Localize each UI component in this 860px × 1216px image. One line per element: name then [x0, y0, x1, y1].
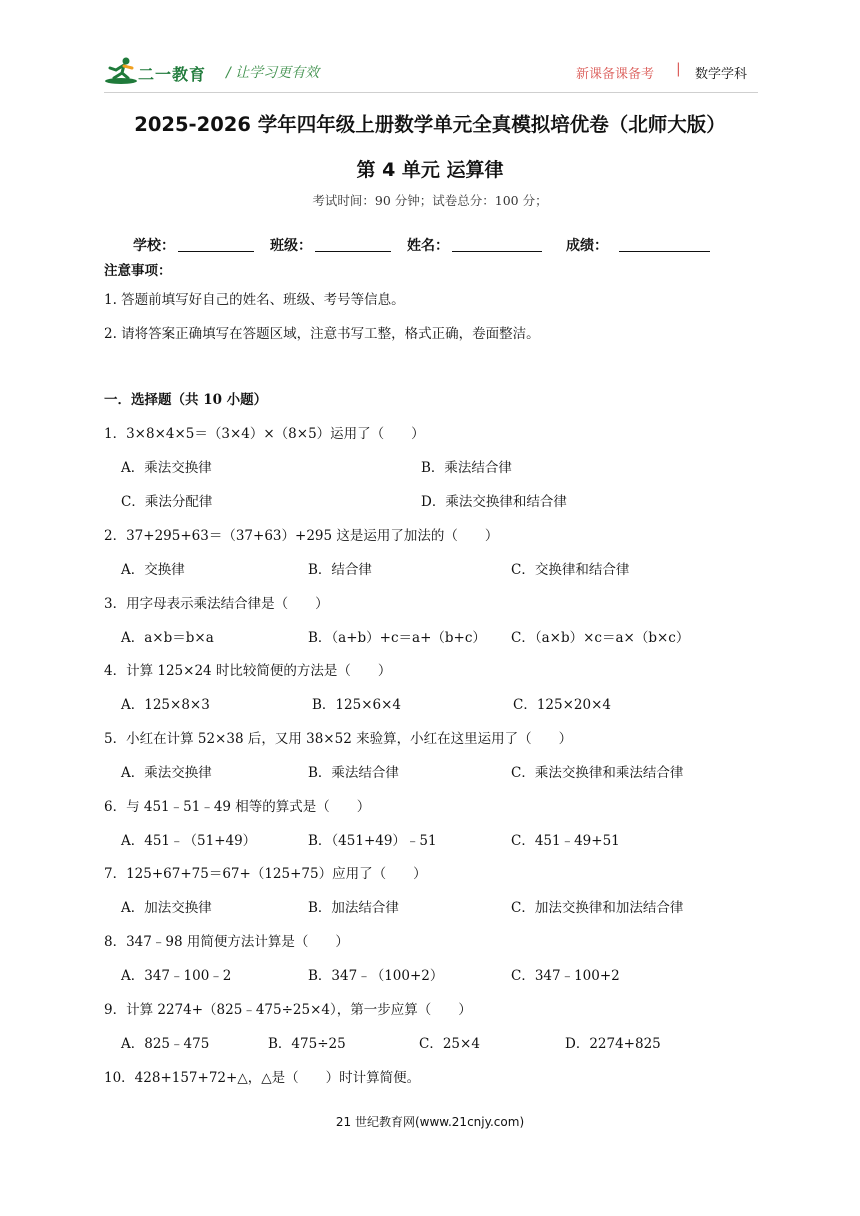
school-blank[interactable]: [178, 251, 254, 252]
header-label: 新课备课备考: [576, 67, 655, 82]
q1-option-d: D．乘法交换律和结合律: [421, 494, 567, 510]
q8-option-c: C．347﹣100+2: [511, 968, 620, 984]
question-6: 6．与 451﹣51﹣49 相等的算式是（ ）: [104, 799, 371, 815]
question-8: 8．347﹣98 用简便方法计算是（ ）: [104, 934, 349, 950]
q3-option-a: A．a×b＝b×a: [121, 630, 214, 646]
school-label: 学校：: [133, 238, 175, 254]
subject-label: 数学学科: [695, 67, 748, 82]
q5-option-c: C．乘法交换律和乘法结合律: [511, 765, 684, 781]
footer: 21 世纪教育网(www.21cnjy.com): [335, 1115, 525, 1129]
q6-option-c: C．451﹣49+51: [511, 833, 620, 849]
q9-option-c: C．25×4: [419, 1036, 480, 1052]
question-3: 3．用字母表示乘法结合律是（ ）: [104, 596, 329, 612]
q1-option-c: C．乘法分配律: [121, 494, 213, 510]
q9-option-a: A．825﹣475: [121, 1036, 210, 1052]
question-9: 9．计算 2274+（825﹣475÷25×4），第一步应算（ ）: [104, 1002, 472, 1018]
section-title: 一．选择题（共 10 小题）: [104, 392, 268, 408]
score-label: 成绩：: [566, 238, 608, 254]
question-2: 2．37+295+63＝（37+63）+295 这是运用了加法的（ ）: [104, 528, 499, 544]
class-label: 班级：: [270, 238, 312, 254]
exam-info: 考试时间：90 分钟；试卷总分：100 分；: [312, 193, 548, 208]
logo-text: 二一教育: [138, 65, 207, 84]
question-10: 10．428+157+72+△，△是（ ）时计算简便。: [104, 1070, 421, 1086]
notice-title: 注意事项：: [104, 263, 172, 279]
q3-option-b: B．（a+b）+c＝a+（b+c）: [308, 630, 486, 646]
q7-option-a: A．加法交换律: [121, 900, 212, 916]
notice-item: 1. 答题前填写好自己的姓名、班级、考号等信息。: [104, 292, 405, 308]
header-separator: |: [676, 61, 681, 77]
q7-option-c: C．加法交换律和加法结合律: [511, 900, 684, 916]
q4-option-a: A．125×8×3: [121, 697, 210, 713]
q6-option-b: B．（451+49）﹣51: [308, 833, 437, 849]
name-blank[interactable]: [452, 251, 542, 252]
page-title: 2025-2026 学年四年级上册数学单元全真模拟培优卷（北师大版）: [134, 113, 726, 136]
question-7: 7．125+67+75＝67+（125+75）应用了（ ）: [104, 866, 427, 882]
q1-option-a: A．乘法交换律: [121, 460, 212, 476]
runner-logo-icon: [104, 56, 138, 86]
q7-option-b: B．加法结合律: [308, 900, 399, 916]
q8-option-b: B．347﹣（100+2）: [308, 968, 444, 984]
q9-option-d: D．2274+825: [565, 1036, 661, 1052]
page-subtitle: 第 4 单元 运算律: [356, 159, 504, 181]
name-label: 姓名：: [407, 238, 449, 254]
header-divider: [104, 92, 758, 93]
question-4: 4．计算 125×24 时比较简便的方法是（ ）: [104, 663, 392, 679]
q2-option-a: A．交换律: [121, 562, 185, 578]
question-1: 1．3×8×4×5＝（3×4）×（8×5）运用了（ ）: [104, 426, 425, 442]
logo: [104, 56, 216, 90]
notice-item: 2. 请将答案正确填写在答题区域，注意书写工整，格式正确，卷面整洁。: [104, 326, 540, 342]
q1-option-b: B．乘法结合律: [421, 460, 512, 476]
q5-option-b: B．乘法结合律: [308, 765, 399, 781]
score-blank[interactable]: [619, 251, 710, 252]
q2-option-c: C．交换律和结合律: [511, 562, 630, 578]
q5-option-a: A．乘法交换律: [121, 765, 212, 781]
q8-option-a: A．347﹣100﹣2: [121, 968, 232, 984]
question-5: 5．小红在计算 52×38 后，又用 38×52 来验算，小红在这里运用了（ ）: [104, 731, 573, 747]
slogan: / 让学习更有效: [226, 65, 320, 81]
q2-option-b: B．结合律: [308, 562, 372, 578]
q4-option-c: C．125×20×4: [513, 697, 611, 713]
class-blank[interactable]: [315, 251, 391, 252]
q3-option-c: C．（a×b）×c＝a×（b×c）: [511, 630, 690, 646]
q9-option-b: B．475÷25: [268, 1036, 346, 1052]
q4-option-b: B．125×6×4: [312, 697, 401, 713]
q6-option-a: A．451﹣（51+49）: [121, 833, 257, 849]
